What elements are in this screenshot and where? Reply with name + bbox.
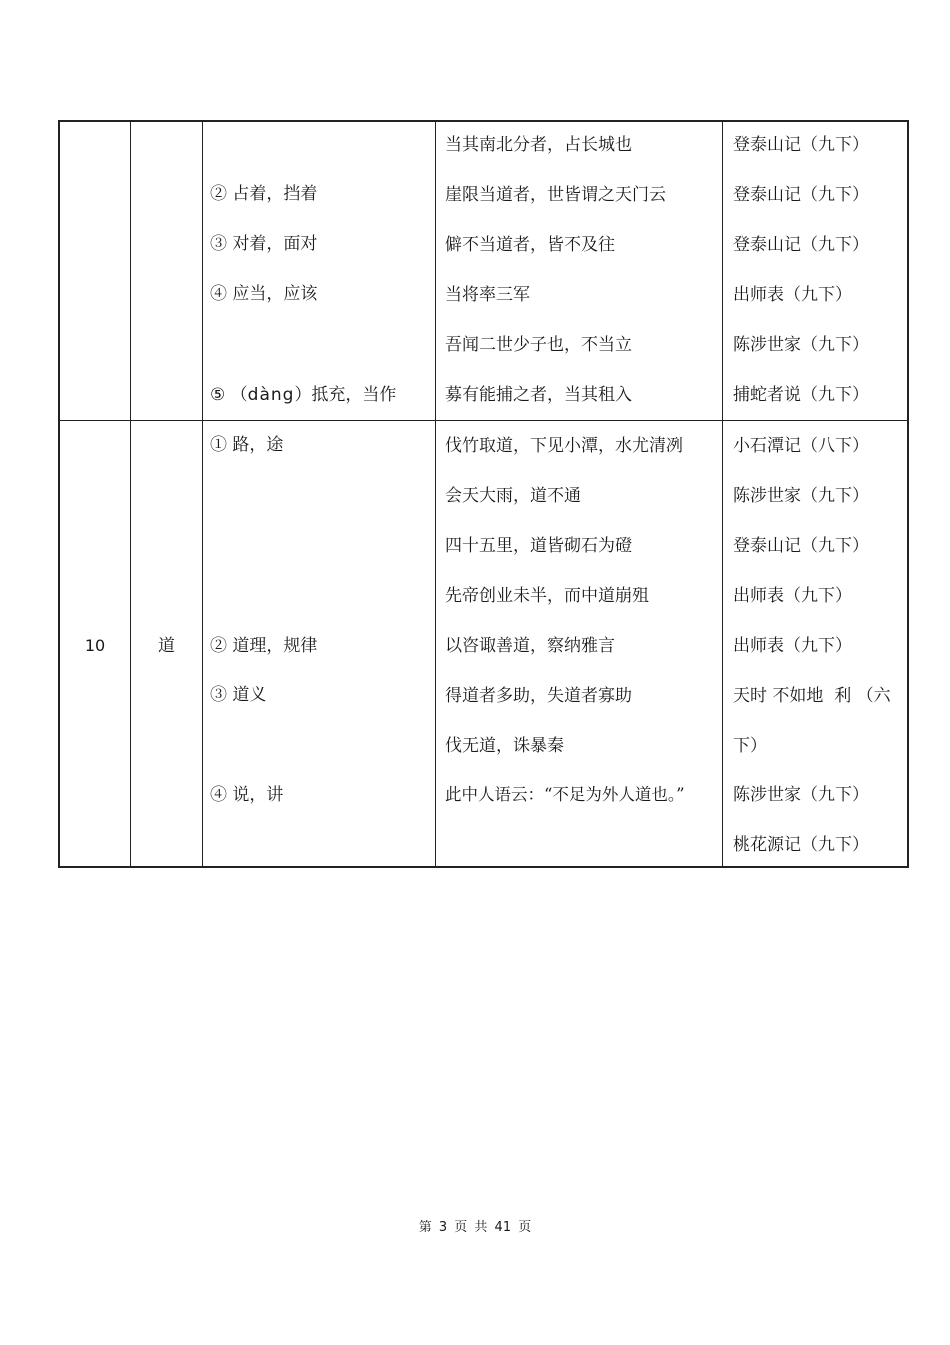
source-text: 出师表（九下） bbox=[733, 285, 852, 305]
meaning-5-pinyin: dàng bbox=[247, 385, 295, 405]
meaning-2: ② 道理，规律 bbox=[210, 636, 318, 656]
source-text: 天时 不如地 利 （六 bbox=[733, 686, 891, 706]
meaning-1: ① 路，途 bbox=[210, 435, 284, 455]
column-divider bbox=[435, 122, 436, 866]
source-text: 出师表（九下） bbox=[733, 586, 852, 606]
meaning-4: ④ 说，讲 bbox=[210, 785, 284, 805]
meaning-3: ③ 对着，面对 bbox=[210, 234, 318, 254]
example-sentence: 僻不当道者，皆不及往 bbox=[445, 235, 615, 255]
vocabulary-table bbox=[58, 120, 909, 868]
entry-word: 道 bbox=[158, 636, 175, 656]
example-sentence: 吾闻二世少子也，不当立 bbox=[445, 335, 632, 355]
example-sentence: 募有能捕之者，当其租入 bbox=[445, 385, 632, 405]
example-sentence: 四十五里，道皆砌石为磴 bbox=[445, 536, 632, 556]
example-sentence: 先帝创业未半，而中道崩殂 bbox=[445, 586, 649, 606]
source-text: 登泰山记（九下） bbox=[733, 135, 869, 155]
meaning-3: ③ 道义 bbox=[210, 685, 267, 705]
example-sentence: 当其南北分者，占长城也 bbox=[445, 135, 632, 155]
column-divider bbox=[202, 122, 203, 866]
column-divider bbox=[130, 122, 131, 866]
source-text: 捕蛇者说（九下） bbox=[733, 385, 869, 405]
source-text: 出师表（九下） bbox=[733, 636, 852, 656]
source-text: 陈涉世家（九下） bbox=[733, 335, 869, 355]
page-number: 第 3 页 共 41 页 bbox=[418, 1220, 532, 1235]
column-divider bbox=[722, 122, 723, 866]
source-text: 登泰山记（九下） bbox=[733, 185, 869, 205]
source-text: 登泰山记（九下） bbox=[733, 235, 869, 255]
row-divider bbox=[60, 420, 907, 421]
example-sentence: 会天大雨，道不通 bbox=[445, 486, 581, 506]
source-text: 小石潭记（八下） bbox=[733, 436, 869, 456]
source-text: 陈涉世家（九下） bbox=[733, 486, 869, 506]
example-sentence: 伐竹取道，下见小潭，水尤清冽 bbox=[445, 436, 683, 456]
source-text: 下） bbox=[733, 736, 767, 756]
source-text: 桃花源记（九下） bbox=[733, 835, 869, 855]
example-sentence: 崖限当道者，世皆谓之天门云 bbox=[445, 185, 666, 205]
example-sentence: 此中人语云：“不足为外人道也。” bbox=[445, 785, 685, 804]
meaning-4: ④ 应当，应该 bbox=[210, 284, 318, 304]
meaning-5 bbox=[210, 385, 396, 405]
source-text: 陈涉世家（九下） bbox=[733, 785, 869, 805]
entry-number: 10 bbox=[84, 636, 106, 655]
source-text: 登泰山记（九下） bbox=[733, 536, 869, 556]
example-sentence: 得道者多助，失道者寡助 bbox=[445, 686, 632, 706]
meaning-2: ② 占着，挡着 bbox=[210, 184, 318, 204]
example-sentence: 伐无道，诛暴秦 bbox=[445, 736, 564, 756]
meaning-5-prefix: ⑤ （ bbox=[210, 385, 248, 405]
example-sentence: 以咨诹善道，察纳雅言 bbox=[445, 636, 615, 656]
meaning-5-suffix: ）抵充，当作 bbox=[294, 385, 397, 405]
example-sentence: 当将率三军 bbox=[445, 285, 530, 305]
